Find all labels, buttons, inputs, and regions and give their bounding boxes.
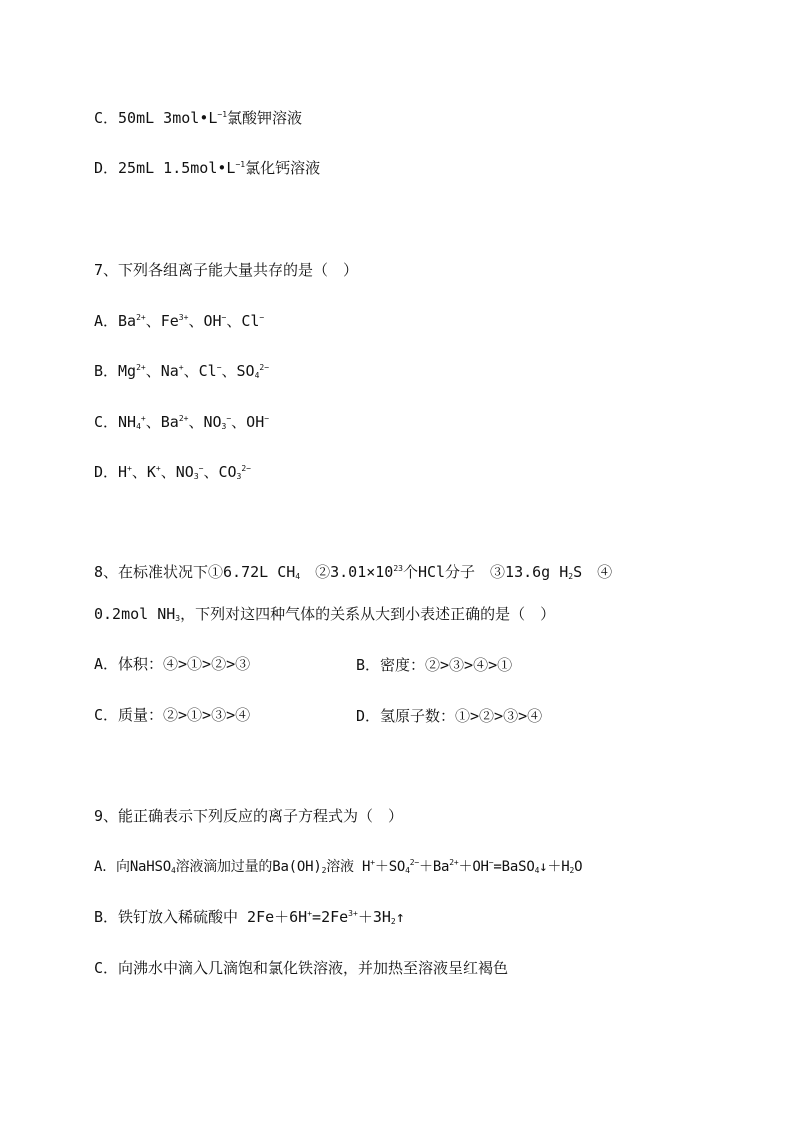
q7-stem: 7、下列各组离子能大量共存的是（ ） <box>94 261 359 279</box>
q7-option-b: B．$Mg^{2+}$、Na+、Cl−、$SO_4^{2-}$ <box>94 362 270 380</box>
q6-option-d: D．25mL $1.5mol•L^{-1}$氯化钙溶液 <box>94 159 321 177</box>
q8-stem-line2: 0.2mol $NH_3$，下列对这四种气体的关系从大到小表述正确的是（ ） <box>94 605 556 623</box>
q9-option-b: B．铁钉放入稀硫酸中 $2Fe+6H^+=2Fe^{3+}+3H_2↑$ <box>94 908 405 926</box>
q8-option-b: B．密度：②>③>④>① <box>356 656 513 674</box>
q9-option-c: C．向沸水中滴入几滴饱和氯化铁溶液，并加热至溶液呈红褐色 <box>94 959 509 977</box>
q8-stem-line1: 8、在标准状况下①6.72L $CH_4$ $②3.01\times 10^{23}$个HCl分子 ③13.6g $H_2S$ ④ <box>94 563 613 581</box>
q8-option-d: D．氢原子数：①>②>③>④ <box>356 707 543 725</box>
q8-option-a: A．体积：④>①>②>③ <box>94 655 251 673</box>
q7-option-a: A．$Ba^{2+}$、$Fe^{3+}$、OH−、Cl− <box>94 312 265 330</box>
q6-option-c: C．50mL $3mol•L^{-1}$氯酸钾溶液 <box>94 109 303 127</box>
q7-option-d: D．H+、K+、$NO_3^-$、$CO_3^{2-}$ <box>94 463 251 481</box>
q8-option-c: C．质量：②>①>③>④ <box>94 706 251 724</box>
q9-stem: 9、能正确表示下列反应的离子方程式为（ ） <box>94 807 404 825</box>
q9-option-a: A．向NaHSO$_4$溶液滴加过量的$Ba(OH)_2$溶液 $H^++SO_4^{2-}+Ba^{2+}+OH^-=BaSO_4↓+H_2O$ <box>94 858 583 875</box>
q7-option-c: C．$NH_4^+$、$Ba^{2+}$、$NO_3^-$、OH− <box>94 413 270 431</box>
